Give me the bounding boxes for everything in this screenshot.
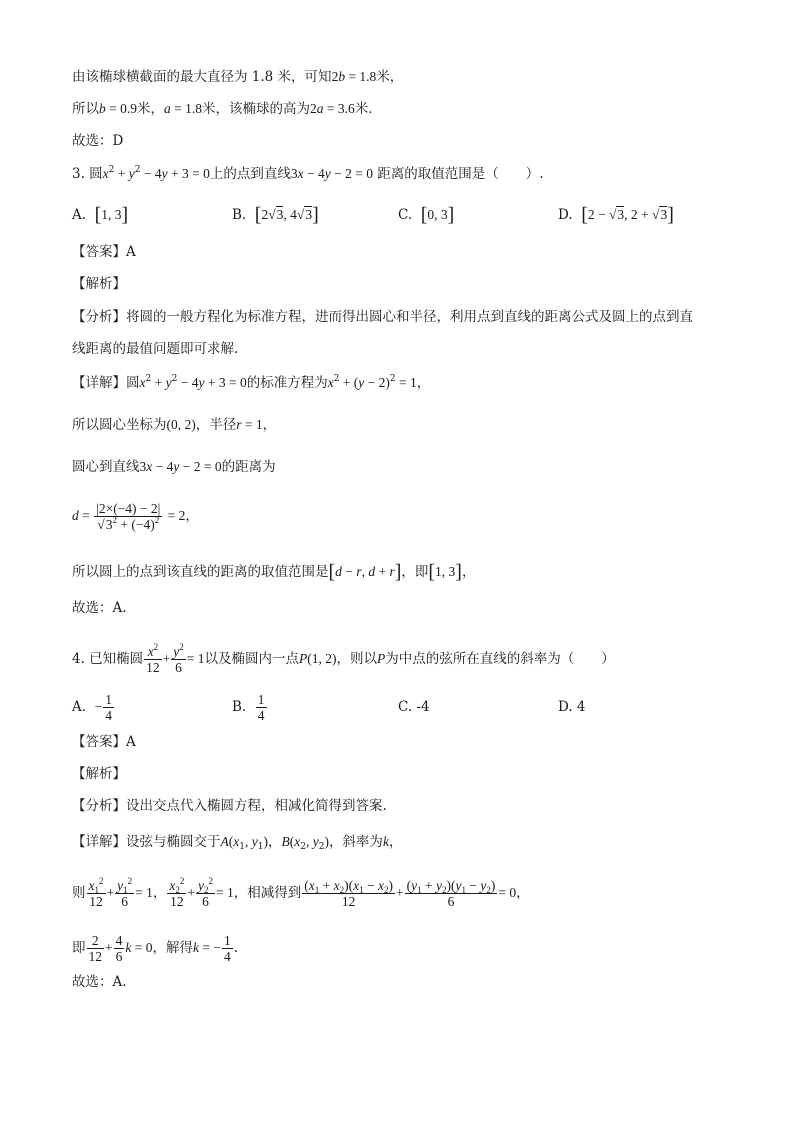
q3-option-b: B. [2√3, 4√3] xyxy=(232,204,319,226)
q3-distance-formula: d = $\frac{|2\times(-4) - 2|}{√3^2 + (-4)^2}$ = 2， xyxy=(72,501,199,532)
question-4-stem: 4. 已知椭圆 $\frac{x^2}{12}$ + $\frac{y^2}{6}$ = 1以及椭圆内一点P(1, 2)，则以P为中点的弦所在直线的斜率为（ ） xyxy=(72,642,615,675)
q4-option-c: C. -4 xyxy=(398,699,430,715)
q3-analysis-label: 【解析】 xyxy=(72,276,126,292)
q4-option-b: B. $\frac{1}{4}$ xyxy=(232,692,265,723)
q3-choose: 故选：A. xyxy=(72,600,127,616)
q3-option-a: A. [1, 3] xyxy=(72,204,129,226)
text-line-3: 故选：D xyxy=(72,133,124,149)
q3-option-d: D. [2 − √3, 2 + √3] xyxy=(558,204,674,226)
text-line-1: 由该椭球横截面的最大直径为 1.8 米，可知2b = 1.8米， xyxy=(72,69,404,85)
q4-option-a: A. − $\frac{1}{4}$ xyxy=(72,692,112,723)
q4-detail-line-1: 【详解】设弦与椭圆交于$A(x_1$, $y_1$)，$B(x_2$, $y_2$)，斜率为k， xyxy=(72,834,403,852)
q4-analysis-label: 【解析】 xyxy=(72,766,126,782)
q4-fenxi: 【分析】设出交点代入椭圆方程，相减化简得到答案. xyxy=(72,798,387,814)
q3-fenxi-line-2: 线距离的最值问题即可求解. xyxy=(72,341,239,357)
distance-fraction: $\frac{|2\times(-4) - 2|}{√3^2 + (-4)^2}$ xyxy=(96,501,161,532)
q4-choose: 故选：A. xyxy=(72,974,127,990)
q3-detail-line-2: 所以圆心坐标为(0, 2)，半径r = 1， xyxy=(72,417,277,433)
q3-answer: 【答案】A xyxy=(72,244,136,260)
q3-detail-line-5: 所以圆上的点到该直线的距离的取值范围是[d − r, d + r]，即[1, 3]， xyxy=(72,561,476,583)
q4-answer: 【答案】A xyxy=(72,734,136,750)
q3-option-c: C. [0, 3] xyxy=(398,204,455,226)
q3-detail-line-3: 圆心到直线3x − 4y − 2 = 0的距离为 xyxy=(72,459,276,475)
q3-fenxi-line-1: 【分析】将圆的一般方程化为标准方程，进而得出圆心和半径，利用点到直线的距离公式及圆上的点到直 xyxy=(72,309,693,325)
q4-option-d: D. 4 xyxy=(558,699,586,715)
text-line-2: 所以b = 0.9米，a = 1.8米，该椭球的高为2a = 3.6米． xyxy=(72,101,382,117)
q4-detail-line-2: 则 $\frac{x_1^2}{12}$ + $\frac{y_1^2}{6}$ = 1， $\frac{x_2^2}{12}$ + $\frac{y_2^2}{6}$ = 1，相减得到 $\frac{(x_1 + x_2)(x_1 - x_2)}{12}$ + $\frac{(y_1 + y_2)(y_1 - y_2)}{6}$ = 0， xyxy=(72,876,530,909)
q4-detail-line-3: 即 $\frac{2}{12}$ + $\frac{4}{6}$ k = 0，解得k = − $\frac{1}{4}$ . xyxy=(72,933,239,964)
question-3-stem: 3. 圆$x^2 + y^2 - 4y + 3 = 0$上的点到直线3x − 4y − 2 = 0 距离的取值范围是（ ）. xyxy=(72,165,544,182)
q3-detail-line-1: 【详解】圆$x^2 + y^2 - 4y + 3 = 0$的标准方程为$x^2 + (y - 2)^2 = 1$， xyxy=(72,374,431,391)
